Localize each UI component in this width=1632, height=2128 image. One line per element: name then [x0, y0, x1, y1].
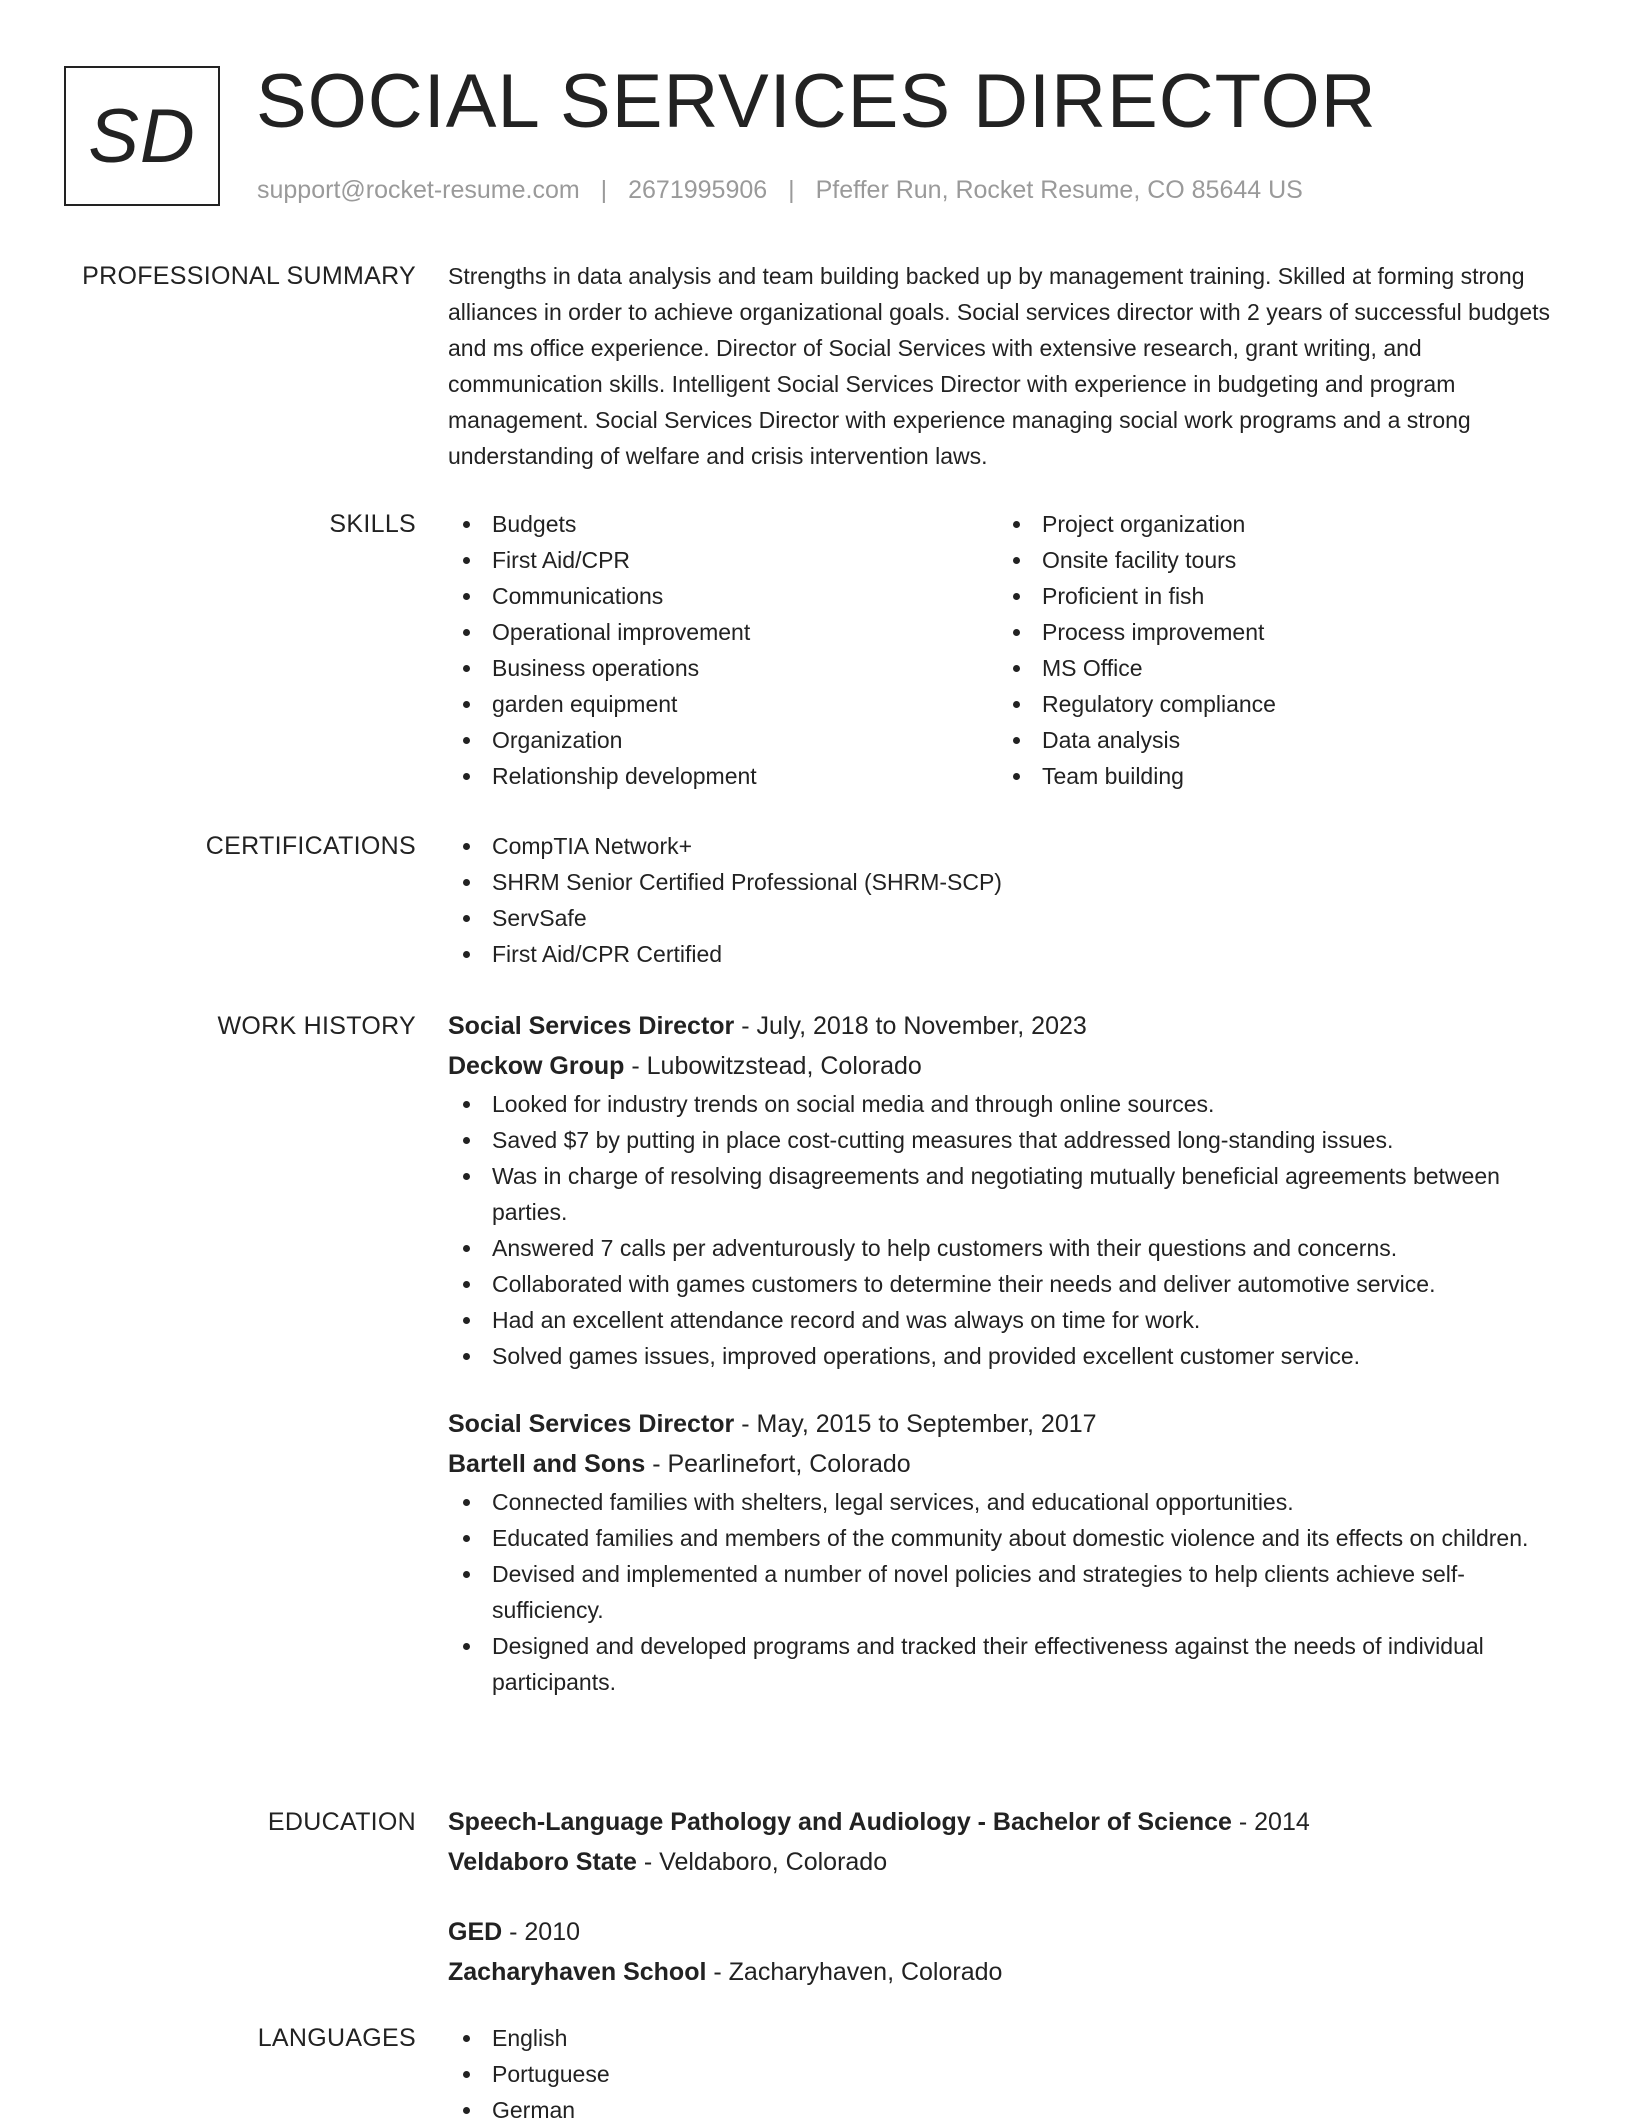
job-title-line: [448, 1404, 1568, 1444]
job-bullets: [448, 1484, 1568, 1700]
list-item: Regulatory compliance: [998, 686, 1548, 722]
job-entry: [448, 1006, 1568, 1374]
list-item: Designed and developed programs and tracked their effectiveness against the needs of individual participants.: [448, 1628, 1568, 1700]
list-item: German: [448, 2092, 1568, 2128]
job-company: Bartell and Sons: [448, 1450, 646, 1478]
job-company: Deckow Group: [448, 1052, 625, 1080]
list-item: SHRM Senior Certified Professional (SHRM-SCP): [448, 864, 1568, 900]
job-entry: [448, 1404, 1568, 1700]
list-item: MS Office: [998, 650, 1548, 686]
school: Zacharyhaven School: [448, 1958, 707, 1986]
degree-year: - 2014: [1231, 1808, 1310, 1836]
job-dates: - July, 2018 to November, 2023: [734, 1012, 1087, 1040]
degree: Speech-Language Pathology and Audiology - Bachelor of Science: [448, 1808, 1232, 1836]
certifications-list: [448, 828, 1568, 972]
job-title: Social Services Director: [448, 1410, 735, 1438]
list-item: First Aid/CPR: [448, 542, 998, 578]
list-item: Relationship development: [448, 758, 998, 794]
section-title: LANGUAGES: [257, 2024, 416, 2052]
list-item: Portuguese: [448, 2056, 1568, 2092]
list-item: Onsite facility tours: [998, 542, 1548, 578]
list-item: ServSafe: [448, 900, 1568, 936]
monogram-box: [64, 66, 220, 206]
skills-list-col1: [448, 506, 998, 794]
work-body: [448, 1006, 1568, 1700]
list-item: Connected families with shelters, legal services, and educational opportunities.: [448, 1484, 1568, 1520]
contact-email[interactable]: support@rocket-resume.com: [257, 176, 580, 204]
list-item: Collaborated with games customers to determine their needs and deliver automotive service.: [448, 1266, 1568, 1302]
list-item: English: [448, 2020, 1568, 2056]
contact-line: [257, 176, 1303, 205]
list-item: Process improvement: [998, 614, 1548, 650]
education-entry: [448, 1802, 1568, 1882]
list-item: garden equipment: [448, 686, 998, 722]
job-dates: - May, 2015 to September, 2017: [734, 1410, 1097, 1438]
degree-line: [448, 1912, 1568, 1952]
list-item: Operational improvement: [448, 614, 998, 650]
contact-separator: |: [788, 176, 795, 204]
skills-body: [448, 506, 1568, 794]
school-line: [448, 1952, 1568, 1992]
monogram-initials: SD: [88, 93, 196, 179]
list-item: Budgets: [448, 506, 998, 542]
job-company-line: [448, 1046, 1568, 1086]
list-item: Looked for industry trends on social media and through online sources.: [448, 1086, 1568, 1122]
summary-body: [448, 258, 1568, 474]
list-item: Solved games issues, improved operations, and provided excellent customer service.: [448, 1338, 1568, 1374]
degree-year: - 2010: [502, 1918, 581, 1946]
list-item: Communications: [448, 578, 998, 614]
section-title: CERTIFICATIONS: [205, 832, 416, 860]
contact-separator: |: [600, 176, 608, 204]
list-item: Data analysis: [998, 722, 1548, 758]
list-item: First Aid/CPR Certified: [448, 936, 1568, 972]
job-location: - Lubowitzstead, Colorado: [624, 1052, 922, 1080]
list-item: Had an excellent attendance record and was always on time for work.: [448, 1302, 1568, 1338]
job-title: Social Services Director: [448, 1012, 735, 1040]
section-title: EDUCATION: [267, 1808, 416, 1836]
section-title: SKILLS: [329, 510, 416, 538]
job-bullets: [448, 1086, 1568, 1374]
education-body: [448, 1802, 1568, 1992]
contact-phone[interactable]: 2671995906: [628, 176, 768, 204]
contact-address: Pfeffer Run, Rocket Resume, CO 85644 US: [815, 176, 1303, 204]
candidate-name: SOCIAL SERVICES DIRECTOR: [256, 59, 1377, 144]
school-location: - Veldaboro, Colorado: [636, 1848, 888, 1876]
list-item: Was in charge of resolving disagreements and negotiating mutually beneficial agreements between parties.: [448, 1158, 1568, 1230]
summary-text: Strengths in data analysis and team building backed up by management training. Skilled at forming strong alliances in order to achieve organizational goals. Social services director with 2 years of successful budgets and ms office experience. Director of Social Services with extensive research, grant writing, and communication skills. Intelligent Social Services Director with experience in budgeting and program management. Social Services Director with experience managing social work programs and a strong understanding of welfare and crisis intervention laws.: [448, 263, 1551, 469]
degree-line: [448, 1802, 1568, 1842]
list-item: CompTIA Network+: [448, 828, 1568, 864]
certifications-body: [448, 828, 1568, 972]
school: Veldaboro State: [448, 1848, 637, 1876]
section-title: PROFESSIONAL SUMMARY: [82, 262, 416, 290]
list-item: Organization: [448, 722, 998, 758]
section-title: WORK HISTORY: [217, 1012, 416, 1040]
list-item: Saved $7 by putting in place cost-cutting measures that addressed long-standing issues.: [448, 1122, 1568, 1158]
list-item: Answered 7 calls per adventurously to help customers with their questions and concerns.: [448, 1230, 1568, 1266]
job-location: - Pearlinefort, Colorado: [645, 1450, 911, 1478]
list-item: Devised and implemented a number of novel policies and strategies to help clients achieve self-sufficiency.: [448, 1556, 1568, 1628]
job-company-line: [448, 1444, 1568, 1484]
list-item: Team building: [998, 758, 1548, 794]
school-line: [448, 1842, 1568, 1882]
school-location: - Zacharyhaven, Colorado: [706, 1958, 1003, 1986]
list-item: Project organization: [998, 506, 1548, 542]
job-title-line: [448, 1006, 1568, 1046]
skills-list-col2: [998, 506, 1548, 794]
degree: GED: [448, 1918, 503, 1946]
list-item: Proficient in fish: [998, 578, 1548, 614]
list-item: Educated families and members of the community about domestic violence and its effects on children.: [448, 1520, 1568, 1556]
education-entry: [448, 1912, 1568, 1992]
list-item: Business operations: [448, 650, 998, 686]
